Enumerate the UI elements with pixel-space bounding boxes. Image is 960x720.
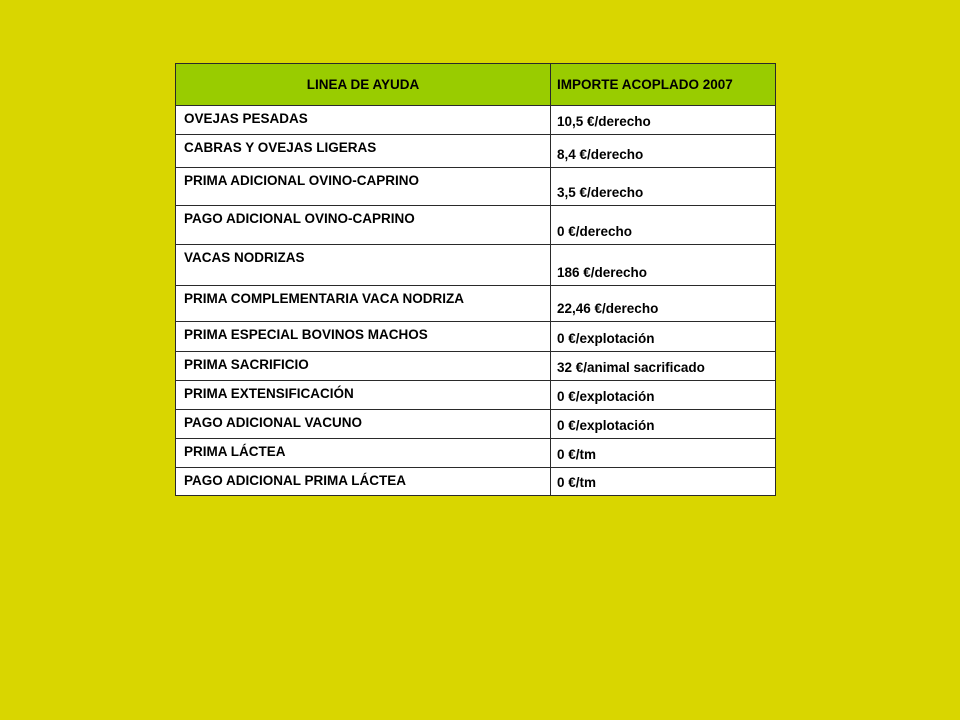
row-name: VACAS NODRIZAS [176,245,551,286]
row-name: PAGO ADICIONAL VACUNO [176,410,551,439]
row-name: OVEJAS PESADAS [176,106,551,135]
row-value: 186 €/derecho [551,245,776,286]
row-name: PRIMA EXTENSIFICACIÓN [176,381,551,410]
table-row [176,322,776,352]
table-row [176,168,776,206]
table-header-row [176,64,776,106]
row-value: 22,46 €/derecho [551,286,776,322]
row-name: CABRAS Y OVEJAS LIGERAS [176,135,551,168]
table-row [176,381,776,410]
row-name: PAGO ADICIONAL PRIMA LÁCTEA [176,468,551,496]
header-linea-de-ayuda: LINEA DE AYUDA [176,64,551,106]
table-row [176,206,776,245]
row-name: PRIMA ADICIONAL OVINO-CAPRINO [176,168,551,206]
row-value: 0 €/tm [551,468,776,496]
header-importe-acoplado: IMPORTE ACOPLADO 2007 [551,64,776,106]
table-row [176,135,776,168]
row-name: PRIMA ESPECIAL BOVINOS MACHOS [176,322,551,352]
row-value: 8,4 €/derecho [551,135,776,168]
row-value: 0 €/explotación [551,322,776,352]
row-name: PRIMA COMPLEMENTARIA VACA NODRIZA [176,286,551,322]
row-name: PRIMA LÁCTEA [176,439,551,468]
row-value: 32 €/animal sacrificado [551,352,776,381]
row-value: 0 €/tm [551,439,776,468]
table-row [176,468,776,496]
table-row [176,410,776,439]
row-value: 0 €/explotación [551,381,776,410]
aid-table [175,63,776,496]
table-row [176,245,776,286]
row-value: 0 €/derecho [551,206,776,245]
table-row [176,106,776,135]
table-row [176,286,776,322]
row-value: 0 €/explotación [551,410,776,439]
row-name: PAGO ADICIONAL OVINO-CAPRINO [176,206,551,245]
table-row [176,352,776,381]
row-value: 10,5 €/derecho [551,106,776,135]
row-name: PRIMA SACRIFICIO [176,352,551,381]
table-row [176,439,776,468]
row-value: 3,5 €/derecho [551,168,776,206]
